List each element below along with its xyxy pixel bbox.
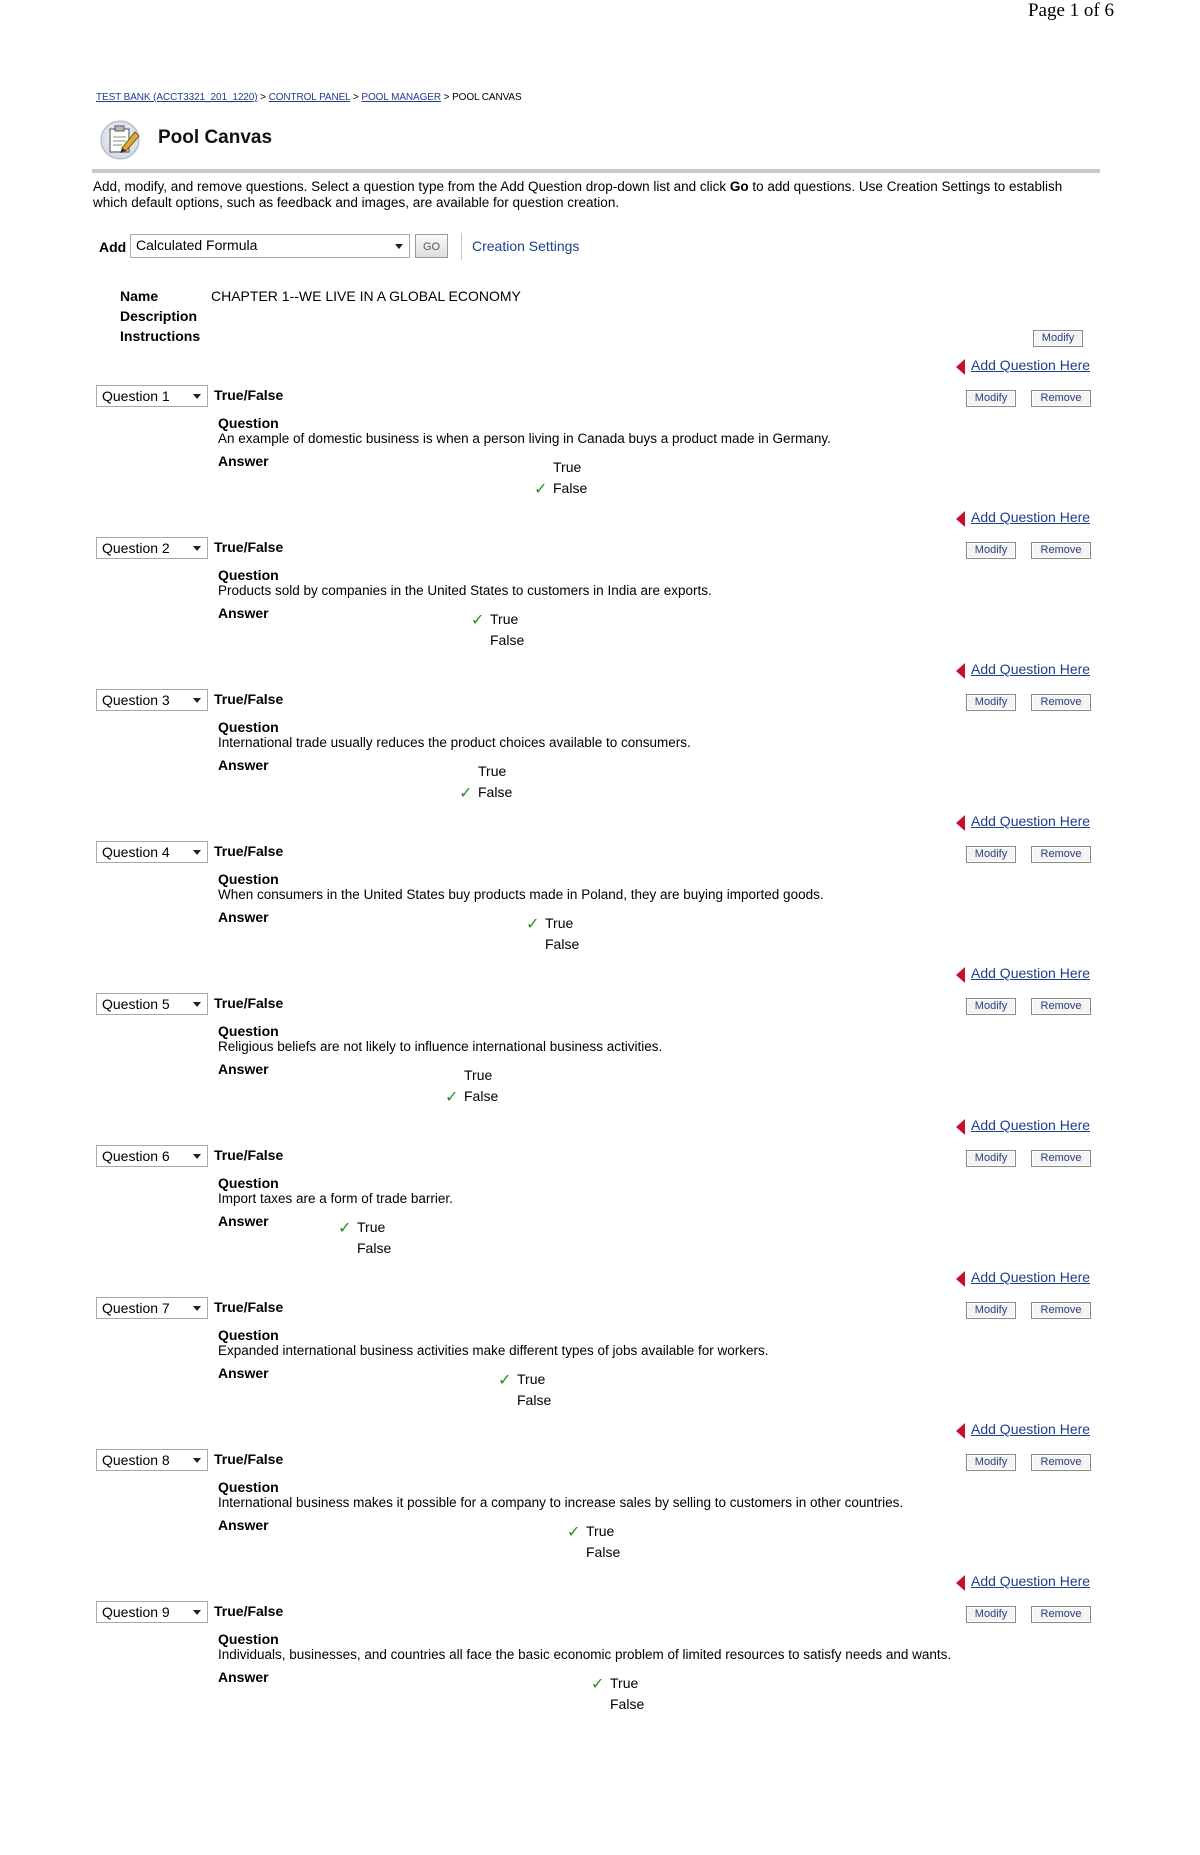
title-divider: [92, 169, 1100, 173]
modify-button[interactable]: Modify: [966, 390, 1016, 407]
answer-option-true: True: [464, 1067, 493, 1083]
add-label: Add: [99, 239, 127, 255]
question-label: Question: [218, 1631, 279, 1647]
breadcrumb-current: POOL CANVAS: [452, 92, 522, 103]
question-label: Question: [218, 1479, 279, 1495]
question-type: True/False: [214, 995, 284, 1011]
question-type: True/False: [214, 539, 284, 555]
answer-option-true: True: [478, 763, 507, 779]
question-text: Products sold by companies in the United States to customers in India are exports.: [218, 583, 712, 598]
question-number-select[interactable]: [96, 689, 208, 711]
breadcrumb-link-control-panel[interactable]: CONTROL PANEL: [268, 92, 351, 103]
remove-button[interactable]: Remove: [1031, 542, 1091, 559]
breadcrumb-link-pool-manager[interactable]: POOL MANAGER: [361, 92, 441, 103]
left-arrow-icon: [956, 1119, 965, 1135]
correct-answer-check-icon: ✓: [445, 1089, 459, 1106]
answer-label: Answer: [218, 1061, 269, 1077]
creation-settings-link[interactable]: Creation Settings: [472, 238, 580, 254]
modify-button[interactable]: Modify: [966, 846, 1016, 863]
question-number-select[interactable]: [96, 1297, 208, 1319]
modify-button[interactable]: Modify: [966, 694, 1016, 711]
answer-option-false: False: [357, 1240, 392, 1256]
intro-text-part1: Add, modify, and remove questions. Select a question type from the Add Question drop-down list and click: [93, 179, 730, 194]
add-question-here-label: Add Question Here: [971, 965, 1091, 981]
question-number-value: Question 5: [102, 996, 170, 1012]
question-number-value: Question 3: [102, 692, 170, 708]
answer-option-false: False: [464, 1088, 499, 1104]
toolbar-divider: [461, 233, 462, 260]
remove-button[interactable]: Remove: [1031, 1454, 1091, 1471]
question-text: Individuals, businesses, and countries all face the basic economic problem of limited resources to satisfy needs and wants.: [218, 1647, 952, 1662]
answer-label: Answer: [218, 757, 269, 773]
question-text: An example of domestic business is when a person living in Canada buys a product made in Germany.: [218, 431, 831, 446]
instructions-text: [93, 179, 1093, 211]
answer-label: Answer: [218, 605, 269, 621]
page-number: Page 1 of 6: [1027, 0, 1114, 21]
chevron-down-icon: [193, 1458, 201, 1463]
question-label: Question: [218, 1327, 279, 1343]
question-type: True/False: [214, 843, 284, 859]
add-question-here-label: Add Question Here: [971, 813, 1091, 829]
modify-button[interactable]: Modify: [966, 542, 1016, 559]
answer-option-true: True: [517, 1371, 546, 1387]
answer-option-true: True: [553, 459, 582, 475]
pool-name-value: CHAPTER 1--WE LIVE IN A GLOBAL ECONOMY: [211, 288, 521, 304]
remove-button[interactable]: Remove: [1031, 1302, 1091, 1319]
chevron-down-icon: [193, 698, 201, 703]
answer-option-true: True: [586, 1523, 615, 1539]
left-arrow-icon: [956, 663, 965, 679]
left-arrow-icon: [956, 1423, 965, 1439]
question-text: Import taxes are a form of trade barrier.: [218, 1191, 453, 1206]
remove-button[interactable]: Remove: [1031, 694, 1091, 711]
breadcrumb-link-test-bank[interactable]: TEST BANK (ACCT3321_201_1220): [96, 92, 258, 103]
modify-button[interactable]: Modify: [966, 1454, 1016, 1471]
question-text: Expanded international business activities make different types of jobs available for workers.: [218, 1343, 769, 1358]
pool-description-label: Description: [120, 308, 198, 324]
breadcrumb-separator: >: [352, 92, 359, 103]
question-type-select[interactable]: [130, 234, 410, 258]
pool-name-label: Name: [120, 288, 159, 304]
question-label: Question: [218, 871, 279, 887]
remove-button[interactable]: Remove: [1031, 390, 1091, 407]
question-number-select[interactable]: [96, 841, 208, 863]
answer-option-true: True: [545, 915, 574, 931]
correct-answer-check-icon: ✓: [534, 481, 548, 498]
question-text: Religious beliefs are not likely to influence international business activities.: [218, 1039, 663, 1054]
left-arrow-icon: [956, 359, 965, 375]
chevron-down-icon: [193, 1306, 201, 1311]
answer-label: Answer: [218, 453, 269, 469]
intro-text-go: Go: [729, 179, 749, 194]
answer-label: Answer: [218, 1213, 269, 1229]
question-number-value: Question 9: [102, 1604, 170, 1620]
left-arrow-icon: [956, 511, 965, 527]
question-label: Question: [218, 719, 279, 735]
modify-button[interactable]: Modify: [966, 1302, 1016, 1319]
page-title: Pool Canvas: [158, 127, 273, 148]
question-number-select[interactable]: [96, 1449, 208, 1471]
correct-answer-check-icon: ✓: [498, 1372, 512, 1389]
answer-label: Answer: [218, 909, 269, 925]
question-label: Question: [218, 1175, 279, 1191]
question-label: Question: [218, 1023, 279, 1039]
question-number-select[interactable]: [96, 993, 208, 1015]
add-question-here-label: Add Question Here: [971, 661, 1091, 677]
answer-option-false: False: [478, 784, 513, 800]
chevron-down-icon: [193, 1154, 201, 1159]
answer-option-true: True: [610, 1675, 639, 1691]
answer-option-false: False: [586, 1544, 621, 1560]
answer-option-true: True: [357, 1219, 386, 1235]
modify-button[interactable]: Modify: [966, 998, 1016, 1015]
question-number-select[interactable]: [96, 1601, 208, 1623]
question-label: Question: [218, 415, 279, 431]
question-type: True/False: [214, 1299, 284, 1315]
answer-label: Answer: [218, 1365, 269, 1381]
question-number-select[interactable]: [96, 385, 208, 407]
question-number-select[interactable]: [96, 1145, 208, 1167]
question-type: True/False: [214, 1451, 284, 1467]
question-item: [0, 1601, 1200, 1751]
question-number-value: Question 4: [102, 844, 170, 860]
add-question-toolbar: [99, 233, 699, 261]
question-number-value: Question 2: [102, 540, 170, 556]
question-label: Question: [218, 567, 279, 583]
chevron-down-icon: [193, 1610, 201, 1615]
pool-instructions-label: Instructions: [120, 328, 201, 344]
pool-modify-button[interactable]: Modify: [1033, 330, 1083, 347]
answer-option-false: False: [490, 632, 525, 648]
remove-button[interactable]: Remove: [1031, 998, 1091, 1015]
breadcrumb-separator: >: [260, 92, 266, 103]
answer-label: Answer: [218, 1517, 269, 1533]
question-text: International business makes it possible for a company to increase sales by selling to customers in other countries.: [218, 1495, 904, 1510]
breadcrumb: [96, 92, 522, 103]
question-type: True/False: [214, 1603, 284, 1619]
breadcrumb-separator: >: [443, 92, 450, 103]
chevron-down-icon: [193, 394, 201, 399]
question-number-value: Question 8: [102, 1452, 170, 1468]
intro-text-part2: to add questions. Use Creation Settings to establish which default options, such as feedback and images, are available for question creation.: [93, 179, 1063, 210]
question-type-value: Calculated Formula: [136, 237, 258, 253]
answer-option-false: False: [610, 1696, 645, 1712]
correct-answer-check-icon: ✓: [526, 916, 540, 933]
page-header: [96, 114, 1096, 174]
add-question-here-label: Add Question Here: [971, 509, 1091, 525]
add-question-here-label: Add Question Here: [971, 1573, 1091, 1589]
left-arrow-icon: [956, 815, 965, 831]
pool-canvas-icon: [100, 118, 144, 162]
question-type: True/False: [214, 387, 284, 403]
correct-answer-check-icon: ✓: [459, 785, 473, 802]
question-type: True/False: [214, 1147, 284, 1163]
chevron-down-icon: [193, 1002, 201, 1007]
question-type: True/False: [214, 691, 284, 707]
answer-option-false: False: [553, 480, 588, 496]
remove-button[interactable]: Remove: [1031, 1606, 1091, 1623]
left-arrow-icon: [956, 1575, 965, 1591]
chevron-down-icon: [395, 244, 403, 249]
question-text: When consumers in the United States buy products made in Poland, they are buying imported goods.: [218, 887, 824, 902]
question-number-value: Question 7: [102, 1300, 170, 1316]
correct-answer-check-icon: ✓: [338, 1220, 352, 1237]
modify-button[interactable]: Modify: [966, 1606, 1016, 1623]
correct-answer-check-icon: ✓: [591, 1676, 605, 1693]
modify-button[interactable]: Modify: [966, 1150, 1016, 1167]
go-button[interactable]: GO: [415, 234, 448, 258]
answer-option-true: True: [490, 611, 519, 627]
question-number-value: Question 6: [102, 1148, 170, 1164]
chevron-down-icon: [193, 546, 201, 551]
answer-option-false: False: [517, 1392, 552, 1408]
correct-answer-check-icon: ✓: [567, 1524, 581, 1541]
answer-label: Answer: [218, 1669, 269, 1685]
correct-answer-check-icon: ✓: [471, 612, 485, 629]
remove-button[interactable]: Remove: [1031, 846, 1091, 863]
left-arrow-icon: [956, 967, 965, 983]
add-question-here-label: Add Question Here: [971, 357, 1091, 373]
add-question-here-label: Add Question Here: [971, 1421, 1091, 1437]
question-number-value: Question 1: [102, 388, 170, 404]
add-question-here-label: Add Question Here: [971, 1269, 1091, 1285]
chevron-down-icon: [193, 850, 201, 855]
answer-option-false: False: [545, 936, 580, 952]
remove-button[interactable]: Remove: [1031, 1150, 1091, 1167]
question-number-select[interactable]: [96, 537, 208, 559]
question-text: International trade usually reduces the product choices available to consumers.: [218, 735, 691, 750]
left-arrow-icon: [956, 1271, 965, 1287]
add-question-here-label: Add Question Here: [971, 1117, 1091, 1133]
